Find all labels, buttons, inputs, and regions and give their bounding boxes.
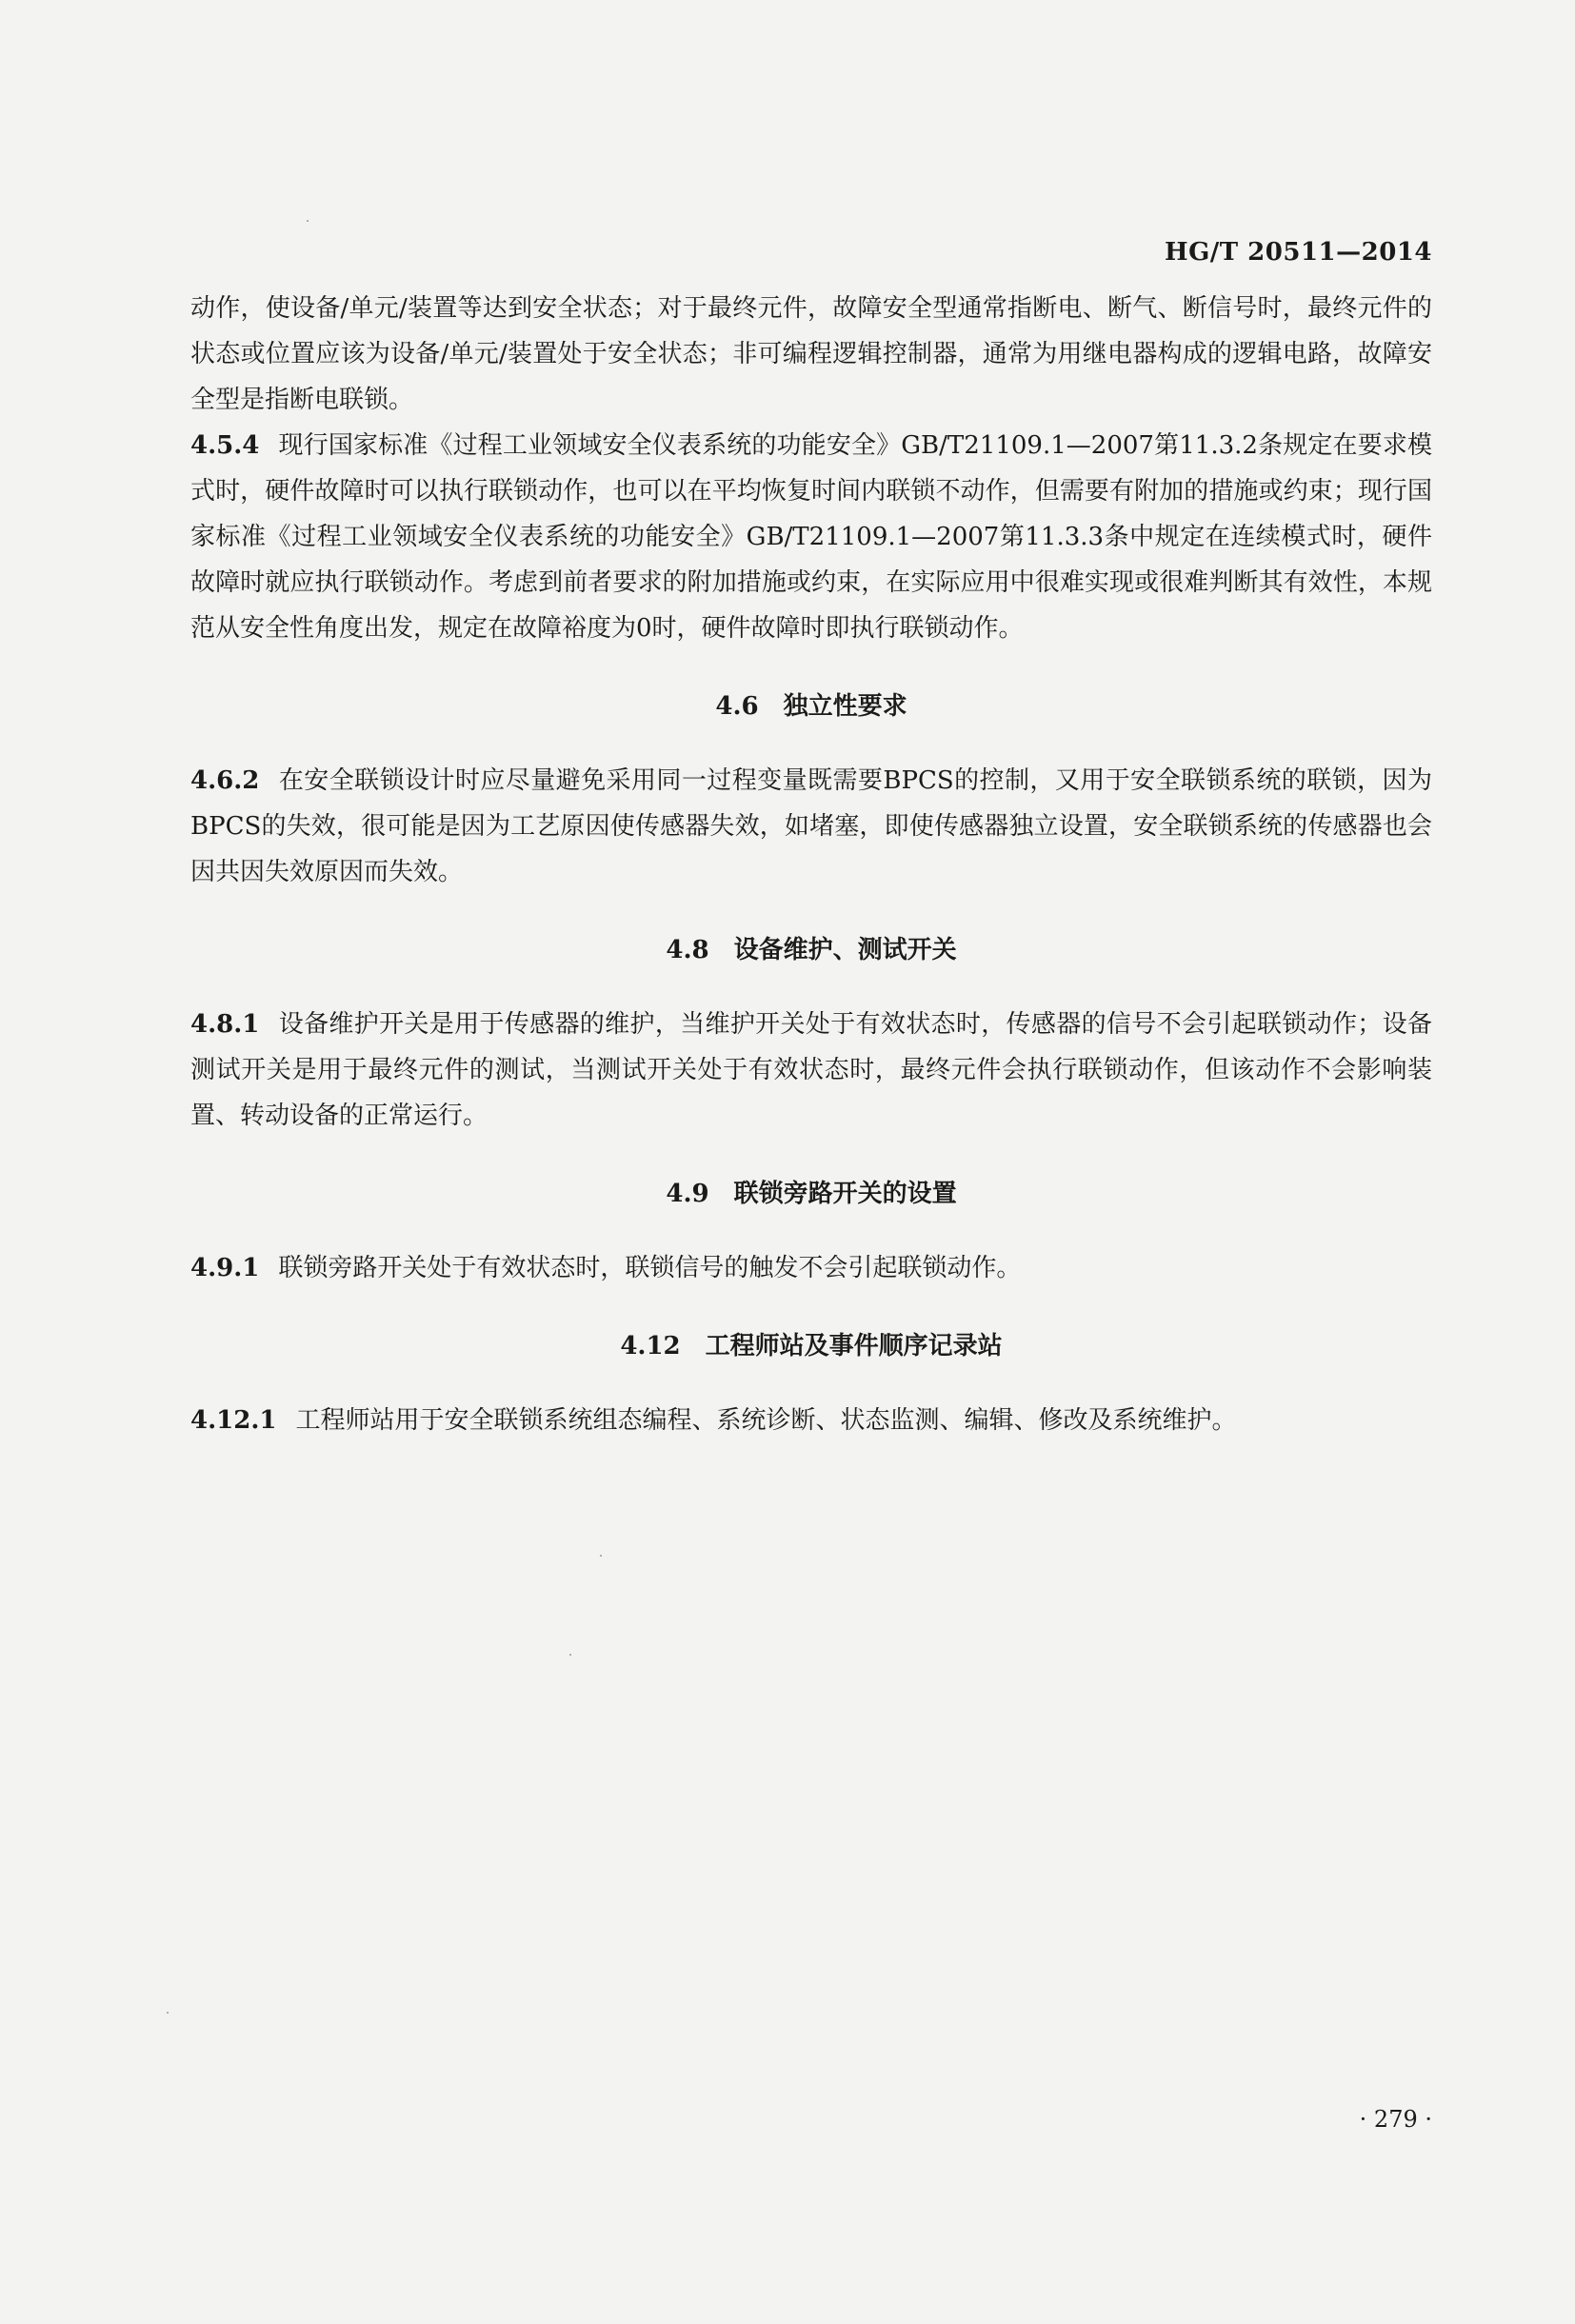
clause-4-9-1 <box>190 1245 1432 1291</box>
scan-speck <box>569 1654 571 1656</box>
clause-4-5-4 <box>190 423 1432 651</box>
clause-number: 4.6.2 <box>190 766 260 795</box>
clause-text: 工程师站用于安全联锁系统组态编程、系统诊断、状态监测、编辑、修改及系统维护。 <box>295 1406 1237 1435</box>
clause-4-12-1 <box>190 1398 1432 1443</box>
scan-speck <box>167 2012 169 2014</box>
section-number: 4.8 <box>666 936 709 964</box>
section-heading-4-12 <box>190 1323 1432 1369</box>
scan-speck <box>600 1555 602 1557</box>
standard-code-header: HG/T 20511—2014 <box>1165 238 1432 267</box>
section-heading-4-8 <box>190 927 1432 973</box>
clause-4-8-1 <box>190 1002 1432 1139</box>
section-heading-4-6 <box>190 684 1432 729</box>
clause-number: 4.8.1 <box>190 1010 260 1039</box>
clause-number: 4.12.1 <box>190 1406 277 1435</box>
scan-speck <box>307 220 309 222</box>
clause-text: 在安全联锁设计时应尽量避免采用同一过程变量既需要BPCS的控制，又用于安全联锁系统的联锁，因为BPCS的失效，很可能是因为工艺原因使传感器失效，如堵塞，即使传感器独立设置，安全联锁系统的传感器也会因共因失效原因而失效。 <box>190 766 1432 886</box>
clause-number: 4.9.1 <box>190 1254 260 1282</box>
section-heading-4-9 <box>190 1171 1432 1217</box>
clause-text: 设备维护开关是用于传感器的维护，当维护开关处于有效状态时，传感器的信号不会引起联锁动作；设备测试开关是用于最终元件的测试，当测试开关处于有效状态时，最终元件会执行联锁动作，但该动作不会影响装置、转动设备的正常运行。 <box>190 1010 1432 1130</box>
page-number: · 279 · <box>1359 2106 1432 2133</box>
paragraph-text: 动作，使设备/单元/装置等达到安全状态；对于最终元件，故障安全型通常指断电、断气、断信号时，最终元件的状态或位置应该为设备/单元/装置处于安全状态；非可编程逻辑控制器，通常为用继电器构成的逻辑电路，故障安全型是指断电联锁。 <box>190 294 1432 414</box>
page-body <box>190 286 1432 1443</box>
section-number: 4.12 <box>620 1332 681 1361</box>
section-number: 4.6 <box>715 692 759 721</box>
section-title: 设备维护、测试开关 <box>733 936 957 964</box>
clause-text: 联锁旁路开关处于有效状态时，联锁信号的触发不会引起联锁动作。 <box>278 1254 1022 1282</box>
section-number: 4.9 <box>666 1180 709 1208</box>
paragraph-continued <box>190 286 1432 423</box>
section-title: 独立性要求 <box>783 692 907 721</box>
clause-number: 4.5.4 <box>190 431 260 460</box>
section-title: 工程师站及事件顺序记录站 <box>705 1332 1003 1361</box>
section-title: 联锁旁路开关的设置 <box>733 1180 957 1208</box>
clause-text: 现行国家标准《过程工业领域安全仪表系统的功能安全》GB/T21109.1—2007第11.3.2条规定在要求模式时，硬件故障时可以执行联锁动作，也可以在平均恢复时间内联锁不动作，但需要有附加的措施或约束；现行国家标准《过程工业领域安全仪表系统的功能安全》GB/T21109.1—2007第11.3.3条中规定在连续模式时，硬件故障时就应执行联锁动作。考虑到前者要求的附加措施或约束，在实际应用中很难实现或很难判断其有效性，本规范从安全性角度出发，规定在故障裕度为0时，硬件故障时即执行联锁动作。 <box>190 431 1432 643</box>
clause-4-6-2 <box>190 758 1432 895</box>
